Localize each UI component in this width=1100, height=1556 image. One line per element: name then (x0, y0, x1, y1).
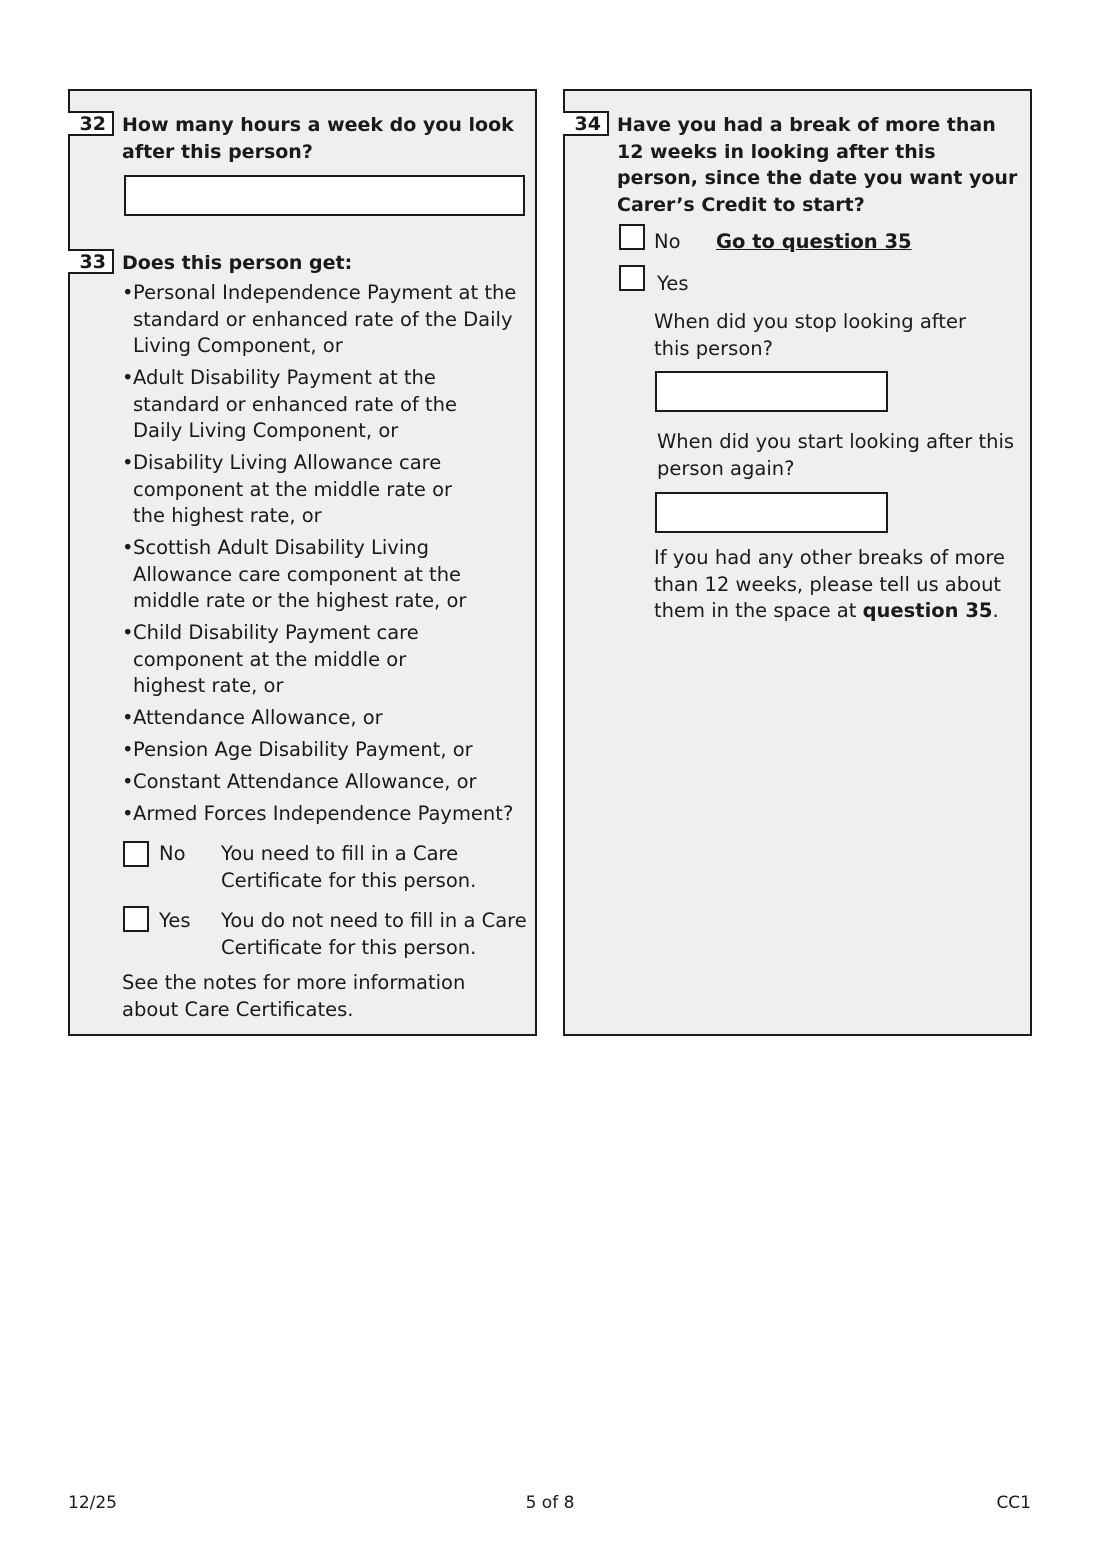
q33-yes-text: You do not need to fill in a Care Certificate for this person. (221, 909, 527, 959)
question-32-number: 32 (68, 111, 114, 136)
q34-no-label: No (654, 230, 681, 253)
benefit-item: • Disability Living Allowance care component at the middle rate or the highest rate, or (122, 450, 473, 530)
other-breaks-text: If you had any other breaks of more than 12 weeks, please tell us about them in the space at (654, 546, 1005, 622)
footer-date: 12/25 (68, 1493, 117, 1513)
q33-no-text: You need to fill in a Care Certificate for this person. (221, 842, 477, 892)
care-certificate-note: See the notes for more information about Care Certificates. (122, 971, 466, 1021)
question-34-number: 34 (563, 111, 609, 136)
benefit-item: • Attendance Allowance, or (122, 705, 542, 732)
right-panel (563, 89, 1032, 1036)
benefits-list (122, 280, 542, 833)
q33-no-label: No (159, 842, 186, 865)
q33-yes-label: Yes (159, 909, 191, 932)
start-again-question: When did you start looking after this person again? (657, 430, 1015, 480)
go-to-question-35-link[interactable]: Go to question 35 (716, 230, 912, 253)
benefit-item: • Personal Independence Payment at the standard or enhanced rate of the Daily Living Component, or (122, 280, 542, 360)
question-34-title: Have you had a break of more than 12 weeks in looking after this person, since the date you want your Carer’s Credit to start? (617, 114, 1018, 216)
question-33-number: 33 (68, 249, 114, 274)
benefit-item: • Constant Attendance Allowance, or (122, 769, 542, 796)
left-panel (68, 89, 537, 1036)
hours-per-week-input[interactable] (124, 175, 525, 216)
benefit-item: • Armed Forces Independence Payment? (122, 801, 542, 828)
question-32-title: How many hours a week do you look after this person? (122, 114, 514, 163)
q34-yes-checkbox[interactable] (619, 265, 645, 291)
footer-form-code: CC1 (996, 1493, 1031, 1513)
other-breaks-note (654, 545, 1019, 625)
benefit-item: • Scottish Adult Disability Living Allowance care component at the middle rate or the highest rate, or (122, 535, 478, 615)
question-35-reference: question 35 (862, 599, 993, 622)
stop-looking-question: When did you stop looking after this person? (654, 310, 966, 360)
question-33-title: Does this person get: (122, 252, 353, 274)
q33-yes-checkbox[interactable] (123, 906, 149, 932)
q34-yes-label: Yes (657, 272, 689, 295)
benefit-item: • Adult Disability Payment at the standard or enhanced rate of the Daily Living Component, or (122, 365, 473, 445)
benefit-item: • Child Disability Payment care component at the middle or highest rate, or (122, 620, 433, 700)
stop-date-input[interactable] (655, 371, 888, 412)
start-again-date-input[interactable] (655, 492, 888, 533)
benefit-item: • Pension Age Disability Payment, or (122, 737, 542, 764)
q34-no-checkbox[interactable] (619, 224, 645, 250)
other-breaks-end: . (992, 599, 999, 622)
q33-no-checkbox[interactable] (123, 841, 149, 867)
footer-page-number: 5 of 8 (525, 1493, 575, 1513)
